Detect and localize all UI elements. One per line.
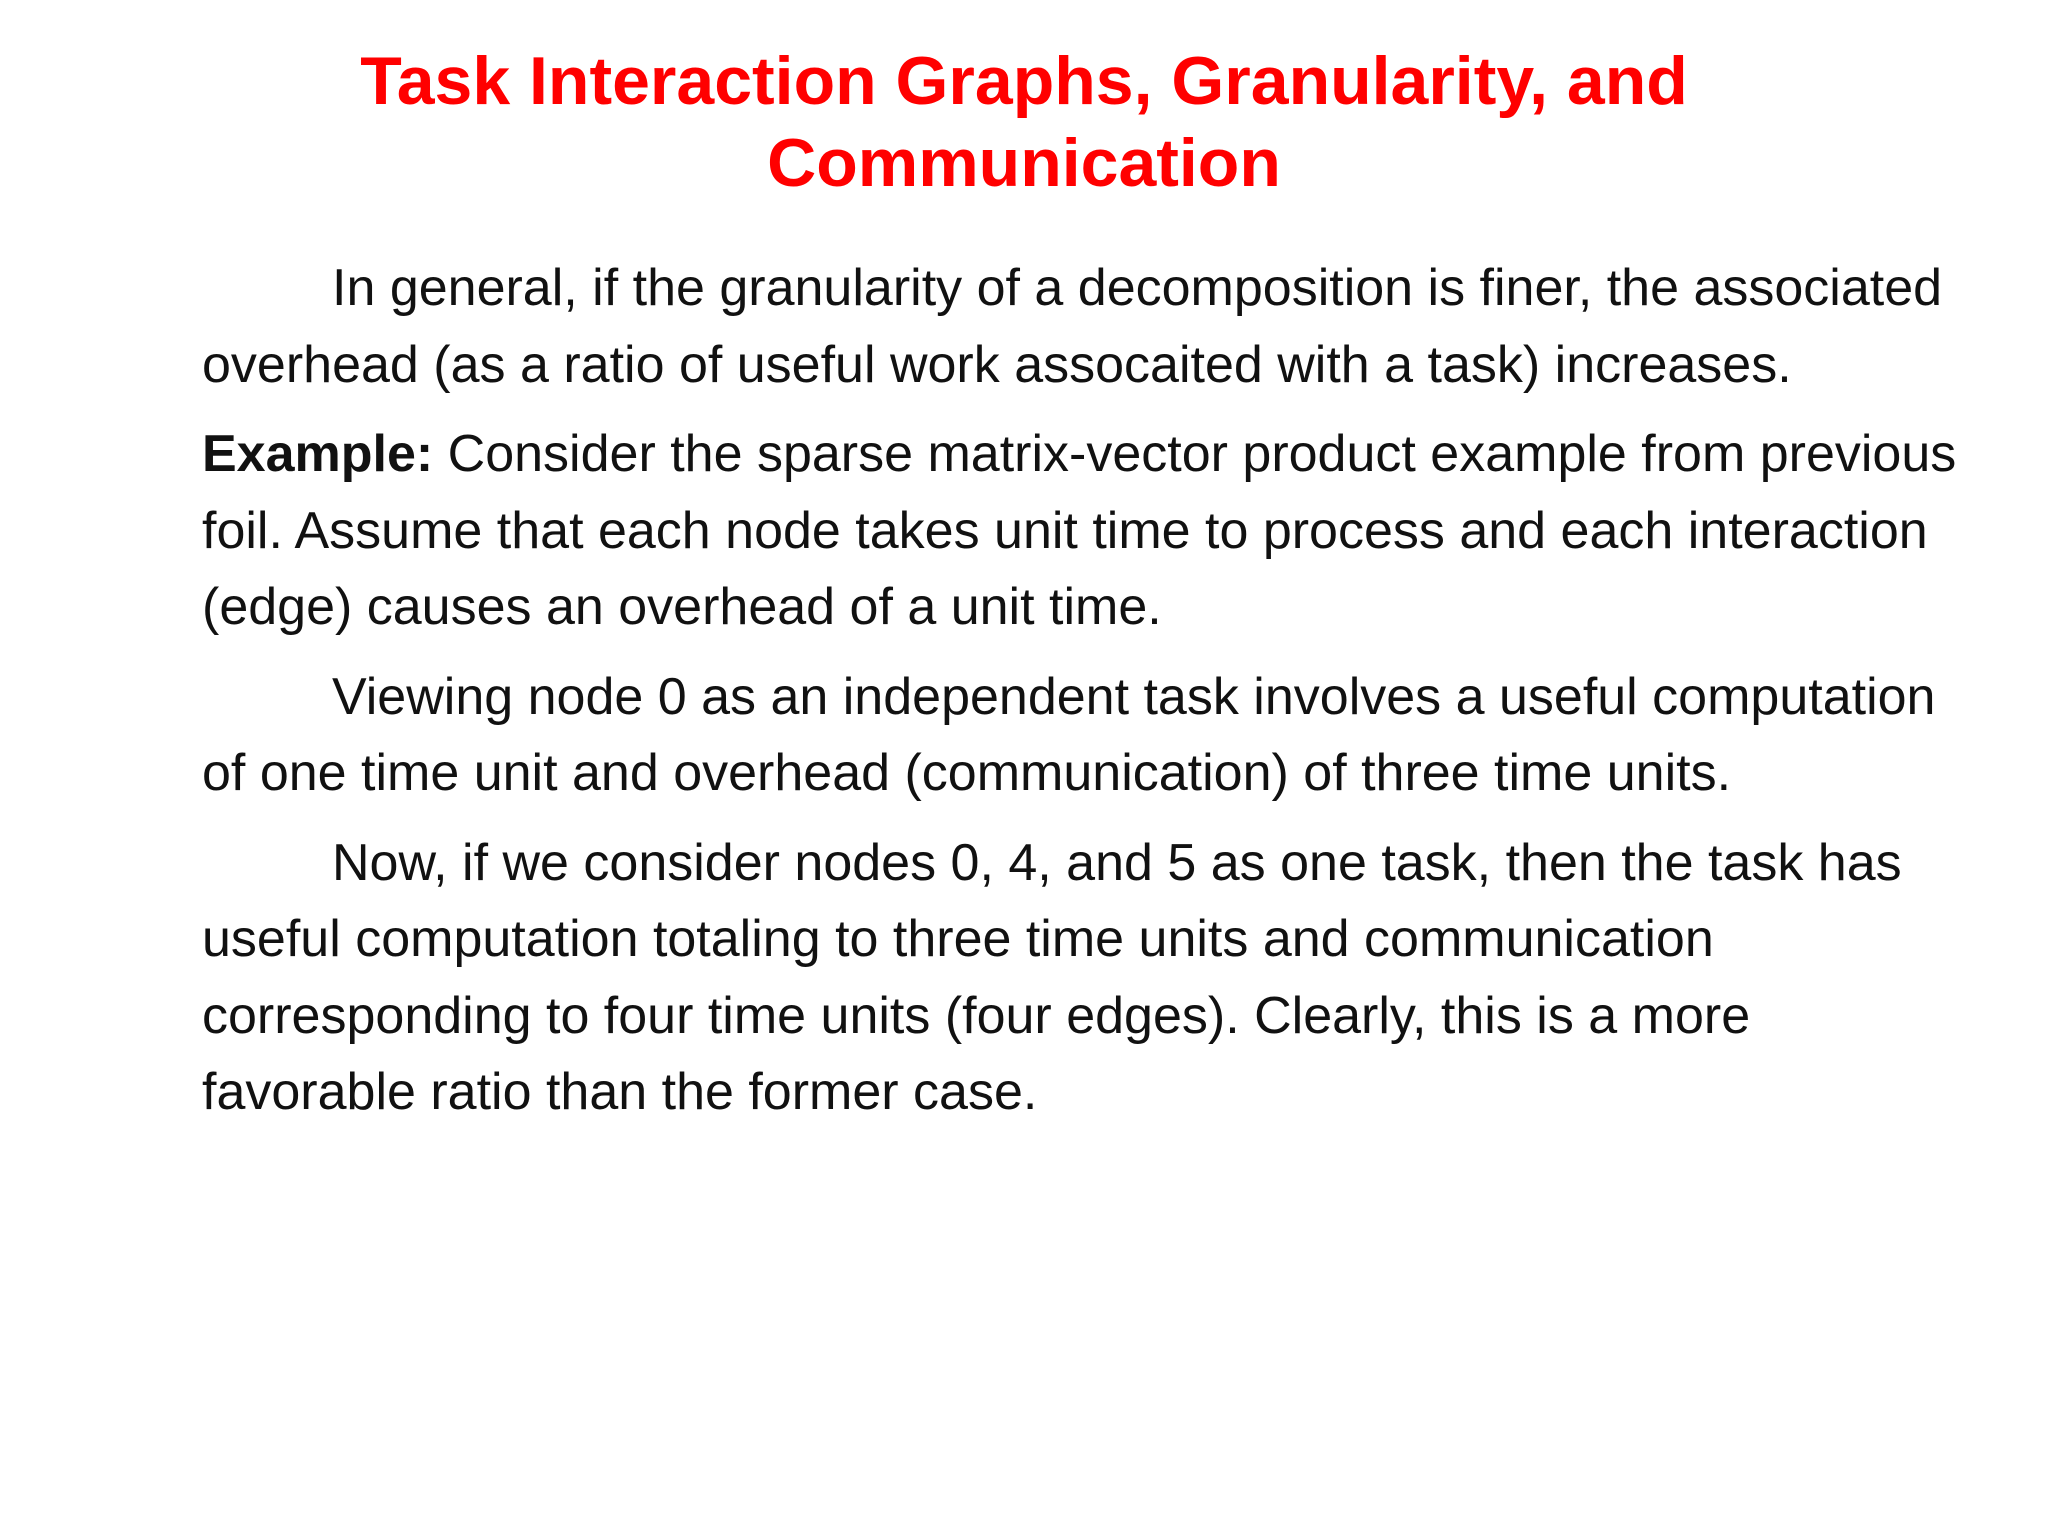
example-text: Consider the sparse matrix-vector product example from previous foil. Assume that each node takes unit time to process and each interaction (edge) causes an overhead of a unit time. bbox=[202, 425, 1957, 636]
paragraph-node-zero: Viewing node 0 as an independent task involves a useful computation of one time unit and overhead (communication) of three time units. bbox=[202, 667, 1936, 802]
paragraph-example bbox=[202, 416, 1962, 646]
slide-body bbox=[202, 250, 1962, 1144]
example-label: Example: bbox=[202, 425, 434, 483]
paragraph-granularity: In general, if the granularity of a decomposition is finer, the associated overhead (as a ratio of useful work assocaited with a task) increases. bbox=[202, 259, 1943, 394]
paragraph-grouped-task: Now, if we consider nodes 0, 4, and 5 as one task, then the task has useful computation totaling to three time units and communication corresponding to four time units (four edges). Clearly, this is a more favorable ratio than the former case. bbox=[202, 833, 1902, 1121]
slide-title: Task Interaction Graphs, Granularity, and Communication bbox=[360, 43, 1688, 201]
